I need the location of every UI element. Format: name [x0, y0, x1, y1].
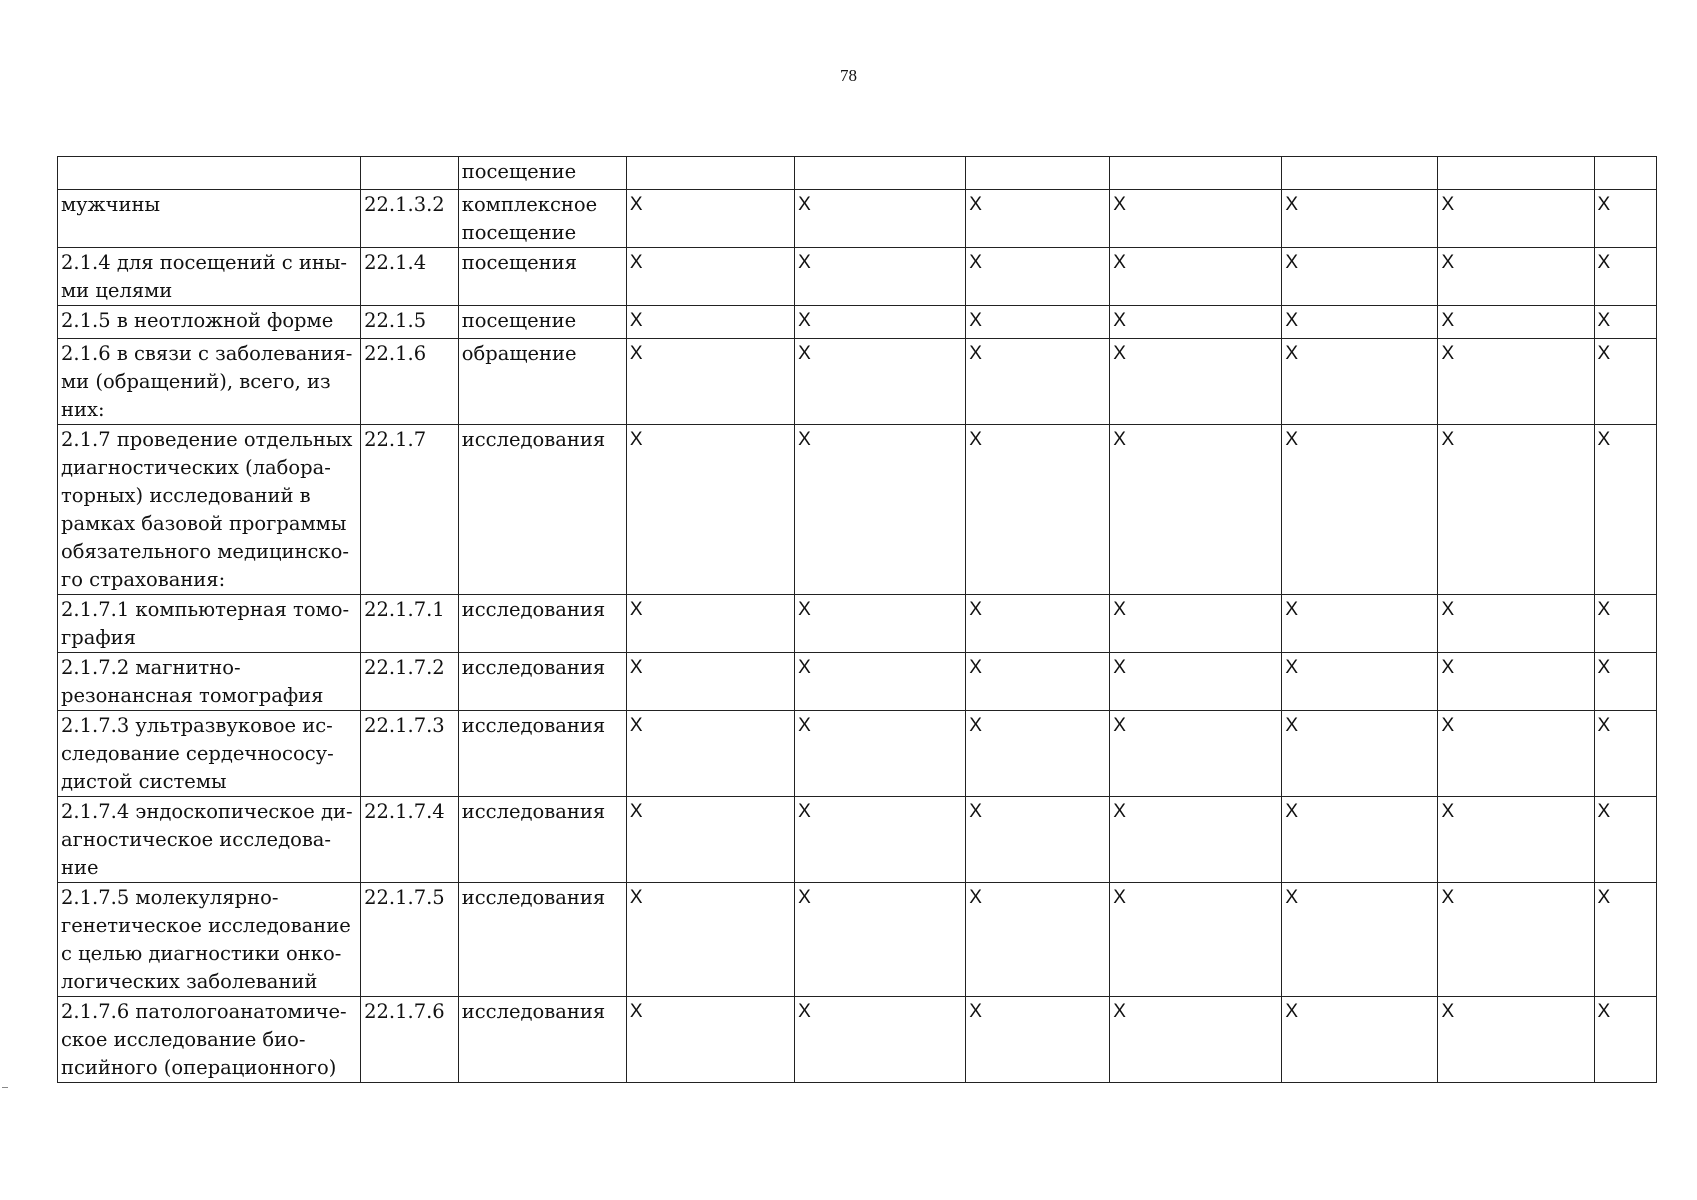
- table-row: [58, 797, 1657, 883]
- value-cell: X: [1282, 797, 1438, 883]
- value-cell: X: [1282, 711, 1438, 797]
- value-cell: X: [966, 595, 1110, 653]
- value-cell: [1438, 157, 1594, 190]
- value-cell: X: [1438, 190, 1594, 248]
- value-cell: X: [795, 653, 966, 711]
- value-cell: X: [795, 306, 966, 339]
- table-row: [58, 883, 1657, 997]
- value-cell: X: [1594, 595, 1656, 653]
- row-code-cell: 22.1.7: [361, 425, 459, 595]
- value-cell: X: [626, 339, 794, 425]
- value-cell: X: [1282, 595, 1438, 653]
- row-code-cell: [361, 157, 459, 190]
- row-name-cell: 2.1.7.4 эндоскопическое ди-агностическое исследова-ние: [58, 797, 361, 883]
- value-cell: X: [1110, 653, 1282, 711]
- value-cell: X: [626, 595, 794, 653]
- value-cell: X: [1110, 248, 1282, 306]
- value-cell: X: [966, 425, 1110, 595]
- row-name-cell: 2.1.6 в связи с заболевания-ми (обращений), всего, из них:: [58, 339, 361, 425]
- margin-mark: [2, 1087, 8, 1088]
- value-cell: X: [795, 339, 966, 425]
- value-cell: X: [1110, 997, 1282, 1083]
- table-row: [58, 425, 1657, 595]
- value-cell: X: [1438, 425, 1594, 595]
- value-cell: X: [795, 711, 966, 797]
- value-cell: X: [626, 653, 794, 711]
- row-unit-cell: посещение: [458, 306, 626, 339]
- value-cell: X: [966, 883, 1110, 997]
- row-code-cell: 22.1.7.5: [361, 883, 459, 997]
- value-cell: X: [966, 711, 1110, 797]
- value-cell: X: [1594, 339, 1656, 425]
- value-cell: [966, 157, 1110, 190]
- value-cell: X: [1110, 883, 1282, 997]
- row-code-cell: 22.1.7.6: [361, 997, 459, 1083]
- value-cell: X: [626, 997, 794, 1083]
- value-cell: X: [1282, 653, 1438, 711]
- table-row: [58, 595, 1657, 653]
- value-cell: X: [795, 883, 966, 997]
- value-cell: X: [1110, 595, 1282, 653]
- table-body: [58, 157, 1657, 1083]
- value-cell: X: [1594, 883, 1656, 997]
- row-unit-cell: посещения: [458, 248, 626, 306]
- value-cell: X: [966, 306, 1110, 339]
- row-name-cell: 2.1.7.2 магнитно-резонансная томография: [58, 653, 361, 711]
- value-cell: X: [1438, 711, 1594, 797]
- table-row: [58, 306, 1657, 339]
- table-row: [58, 997, 1657, 1083]
- row-name-cell: 2.1.5 в неотложной форме: [58, 306, 361, 339]
- row-unit-cell: исследования: [458, 883, 626, 997]
- row-name-cell: 2.1.4 для посещений с ины-ми целями: [58, 248, 361, 306]
- row-code-cell: 22.1.7.4: [361, 797, 459, 883]
- row-code-cell: 22.1.5: [361, 306, 459, 339]
- value-cell: X: [966, 797, 1110, 883]
- row-code-cell: 22.1.6: [361, 339, 459, 425]
- table-row: [58, 248, 1657, 306]
- page-number: 78: [840, 66, 857, 85]
- value-cell: X: [1594, 997, 1656, 1083]
- value-cell: X: [1110, 306, 1282, 339]
- value-cell: X: [1594, 306, 1656, 339]
- value-cell: X: [1594, 711, 1656, 797]
- value-cell: X: [626, 425, 794, 595]
- value-cell: X: [1594, 248, 1656, 306]
- value-cell: X: [795, 997, 966, 1083]
- table-row: [58, 711, 1657, 797]
- row-unit-cell: исследования: [458, 711, 626, 797]
- value-cell: X: [626, 190, 794, 248]
- row-unit-cell: исследования: [458, 425, 626, 595]
- row-code-cell: 22.1.7.1: [361, 595, 459, 653]
- value-cell: X: [626, 306, 794, 339]
- value-cell: X: [1438, 248, 1594, 306]
- row-unit-cell: исследования: [458, 595, 626, 653]
- value-cell: X: [1438, 797, 1594, 883]
- value-cell: X: [966, 997, 1110, 1083]
- row-name-cell: 2.1.7.6 патологоанатомиче-ское исследование био-псийного (операционного): [58, 997, 361, 1083]
- value-cell: X: [795, 595, 966, 653]
- row-code-cell: 22.1.7.3: [361, 711, 459, 797]
- row-unit-cell: обращение: [458, 339, 626, 425]
- value-cell: [795, 157, 966, 190]
- value-cell: X: [1594, 425, 1656, 595]
- value-cell: X: [1438, 595, 1594, 653]
- value-cell: X: [1282, 883, 1438, 997]
- value-cell: X: [626, 711, 794, 797]
- table-row: [58, 190, 1657, 248]
- value-cell: X: [1594, 797, 1656, 883]
- value-cell: X: [795, 425, 966, 595]
- value-cell: X: [626, 883, 794, 997]
- value-cell: [1110, 157, 1282, 190]
- value-cell: X: [1438, 339, 1594, 425]
- value-cell: X: [1282, 190, 1438, 248]
- value-cell: X: [1110, 339, 1282, 425]
- value-cell: X: [1438, 306, 1594, 339]
- data-table: [57, 156, 1657, 1083]
- value-cell: X: [966, 339, 1110, 425]
- value-cell: X: [1110, 797, 1282, 883]
- value-cell: X: [1594, 653, 1656, 711]
- value-cell: X: [1282, 248, 1438, 306]
- value-cell: X: [966, 190, 1110, 248]
- row-unit-cell: исследования: [458, 997, 626, 1083]
- row-unit-cell: исследования: [458, 797, 626, 883]
- value-cell: X: [1438, 883, 1594, 997]
- table-row: [58, 339, 1657, 425]
- value-cell: X: [1438, 997, 1594, 1083]
- row-code-cell: 22.1.7.2: [361, 653, 459, 711]
- value-cell: X: [1282, 339, 1438, 425]
- value-cell: X: [1110, 190, 1282, 248]
- row-code-cell: 22.1.3.2: [361, 190, 459, 248]
- row-unit-cell: комплексное посещение: [458, 190, 626, 248]
- value-cell: X: [966, 653, 1110, 711]
- row-name-cell: мужчины: [58, 190, 361, 248]
- value-cell: [1282, 157, 1438, 190]
- value-cell: X: [1282, 997, 1438, 1083]
- row-unit-cell: исследования: [458, 653, 626, 711]
- value-cell: X: [626, 248, 794, 306]
- value-cell: X: [795, 190, 966, 248]
- value-cell: X: [795, 248, 966, 306]
- row-name-cell: [58, 157, 361, 190]
- value-cell: X: [795, 797, 966, 883]
- value-cell: X: [1282, 306, 1438, 339]
- value-cell: X: [1282, 425, 1438, 595]
- row-name-cell: 2.1.7.5 молекулярно-генетическое исследование с целью диагностики онко-логических заболеваний: [58, 883, 361, 997]
- table-row: [58, 157, 1657, 190]
- value-cell: X: [1110, 425, 1282, 595]
- value-cell: X: [1438, 653, 1594, 711]
- value-cell: X: [626, 797, 794, 883]
- row-name-cell: 2.1.7.3 ультразвуковое ис-следование сердечнососу-дистой системы: [58, 711, 361, 797]
- value-cell: X: [1110, 711, 1282, 797]
- row-name-cell: 2.1.7.1 компьютерная томо-графия: [58, 595, 361, 653]
- row-code-cell: 22.1.4: [361, 248, 459, 306]
- value-cell: [626, 157, 794, 190]
- value-cell: X: [1594, 190, 1656, 248]
- row-unit-cell: посещение: [458, 157, 626, 190]
- row-name-cell: 2.1.7 проведение отдельных диагностических (лабора-торных) исследований в рамках базовой программы обязательного медицинско-го страхования:: [58, 425, 361, 595]
- value-cell: [1594, 157, 1656, 190]
- value-cell: X: [966, 248, 1110, 306]
- table-row: [58, 653, 1657, 711]
